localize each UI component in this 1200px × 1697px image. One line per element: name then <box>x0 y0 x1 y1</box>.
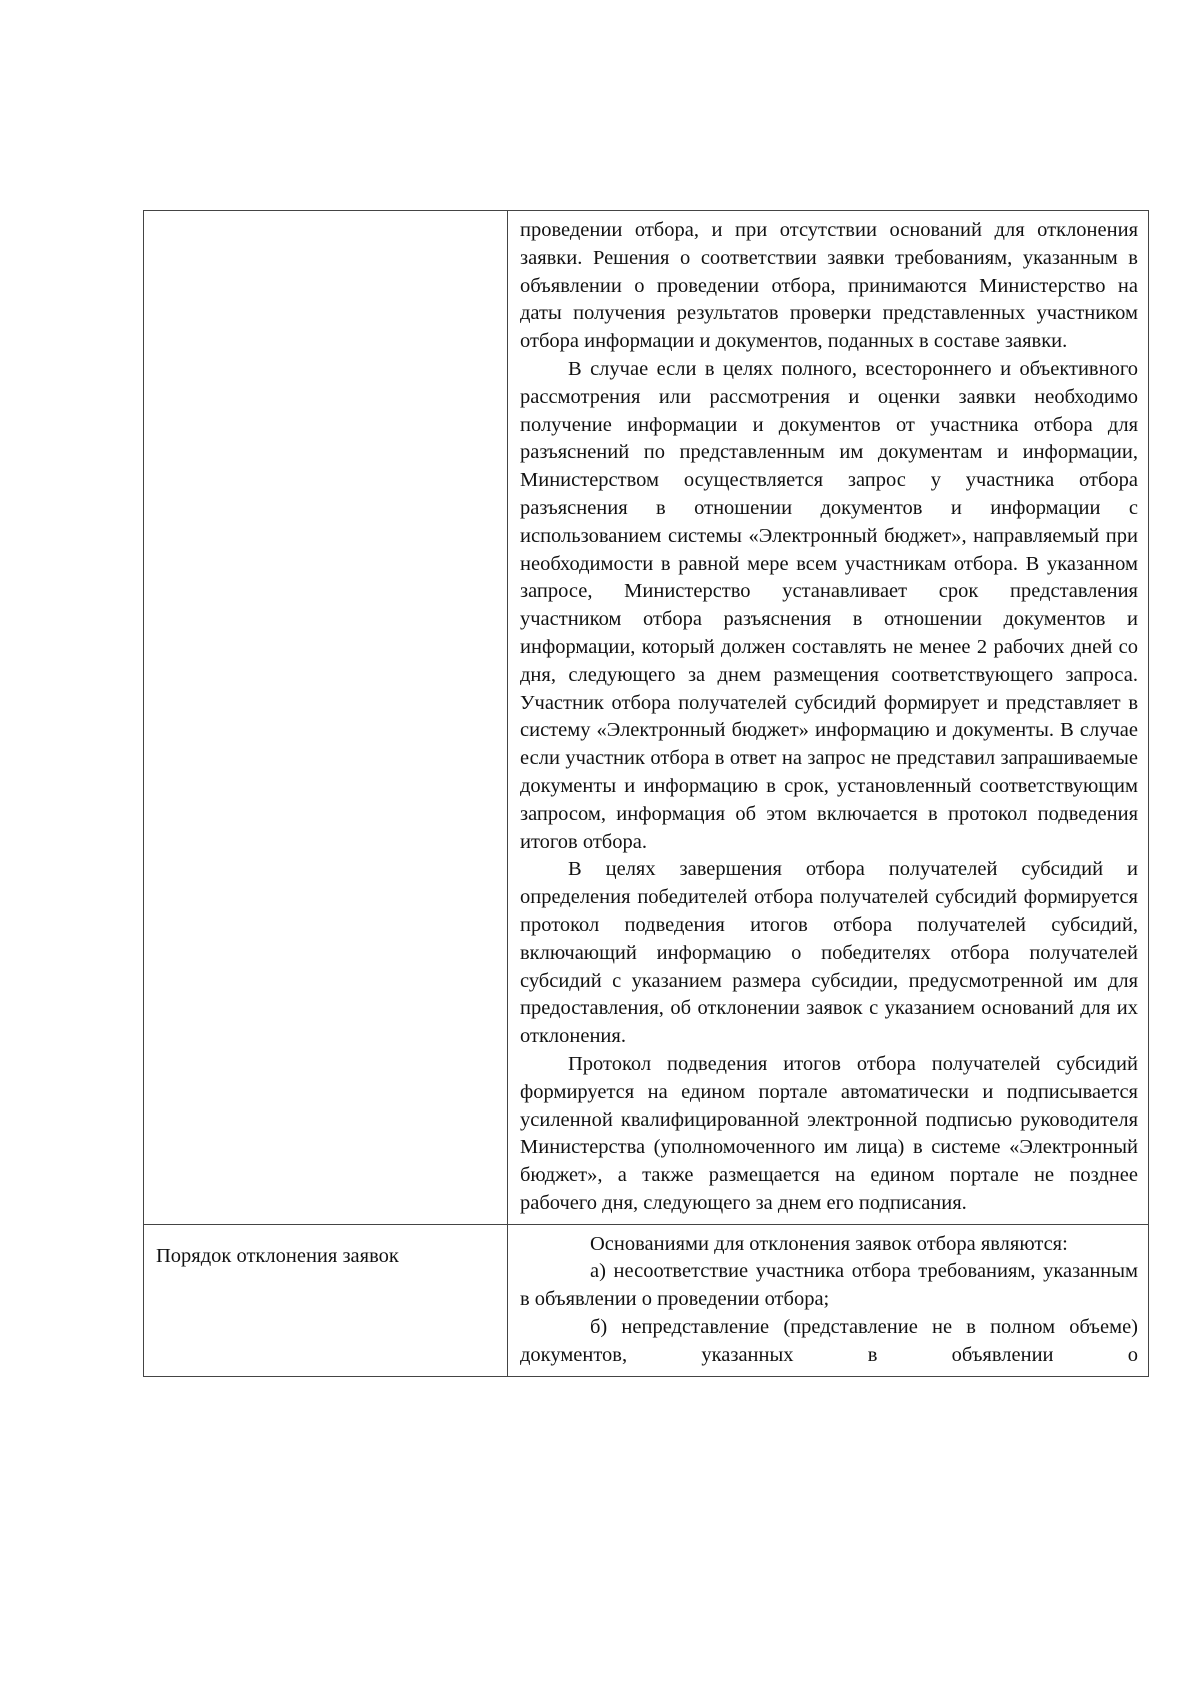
paragraph: а) несоответствие участника отбора требованиям, указанным в объявлении о проведении отбора; <box>520 1260 1138 1311</box>
table-row <box>144 1224 1149 1376</box>
row-content-cell <box>508 211 1149 1225</box>
row-label-cell <box>144 211 508 1225</box>
paragraph: В целях завершения отбора получателей субсидий и определения победителей отбора получателей субсидий формируется протокол подведения итогов отбора получателей субсидий, включающий информацию о победителях отбора получателей субсидий с указанием размера субсидии, предусмотренной им для предоставления, об отклонении заявок с указанием оснований для их отклонения. <box>520 858 1138 1048</box>
paragraph: проведении отбора, и при отсутствии оснований для отклонения заявки. Решения о соответствии заявки требованиям, указанным в объявлении о проведении отбора, принимаются Министерство на даты получения результатов проверки представленных участником отбора информации и документов, поданных в составе заявки. <box>520 219 1138 353</box>
table-row <box>144 211 1149 1225</box>
row-label-cell <box>144 1224 508 1376</box>
row-content-cell <box>508 1224 1149 1376</box>
paragraph: Протокол подведения итогов отбора получателей субсидий формируется на едином портале автоматически и подписывается усиленной квалифицированной электронной подписью руководителя Министерства (уполномоченного им лица) в системе «Электронный бюджет», а также размещается на едином портале не позднее рабочего дня, следующего за днем его подписания. <box>520 1052 1138 1214</box>
paragraph: Основаниями для отклонения заявок отбора являются: <box>590 1232 1068 1255</box>
row-label: Порядок отклонения заявок <box>156 1244 399 1267</box>
paragraph: б) непредставление (представление не в полном объеме) документов, указанных в объявлении о <box>520 1316 1138 1366</box>
document-table <box>143 210 1149 1377</box>
paragraph: В случае если в целях полного, всестороннего и объективного рассмотрения или рассмотрения и оценки заявки необходимо получение информации и документов от участника отбора для разъяснений по представленным им документам и информации, Министерством осуществляется запрос у участника отбора разъяснения в отношении документов и информации с использованием системы «Электронный бюджет», направляемый при необходимости в равной мере всем участникам отбора. В указанном запросе, Министерство устанавливает срок представления участником отбора разъяснения в отношении документов и информации, который должен составлять не менее 2 рабочих дней со дня, следующего за днем размещения соответствующего запроса. Участник отбора получателей субсидий формирует и представляет в систему «Электронный бюджет» информацию и документы. В случае если участник отбора в ответ на запрос не представил запрашиваемые документы и информацию в срок, установленный соответствующим запросом, информация об этом включается в протокол подведения итогов отбора. <box>520 357 1138 853</box>
row-label <box>144 211 507 228</box>
